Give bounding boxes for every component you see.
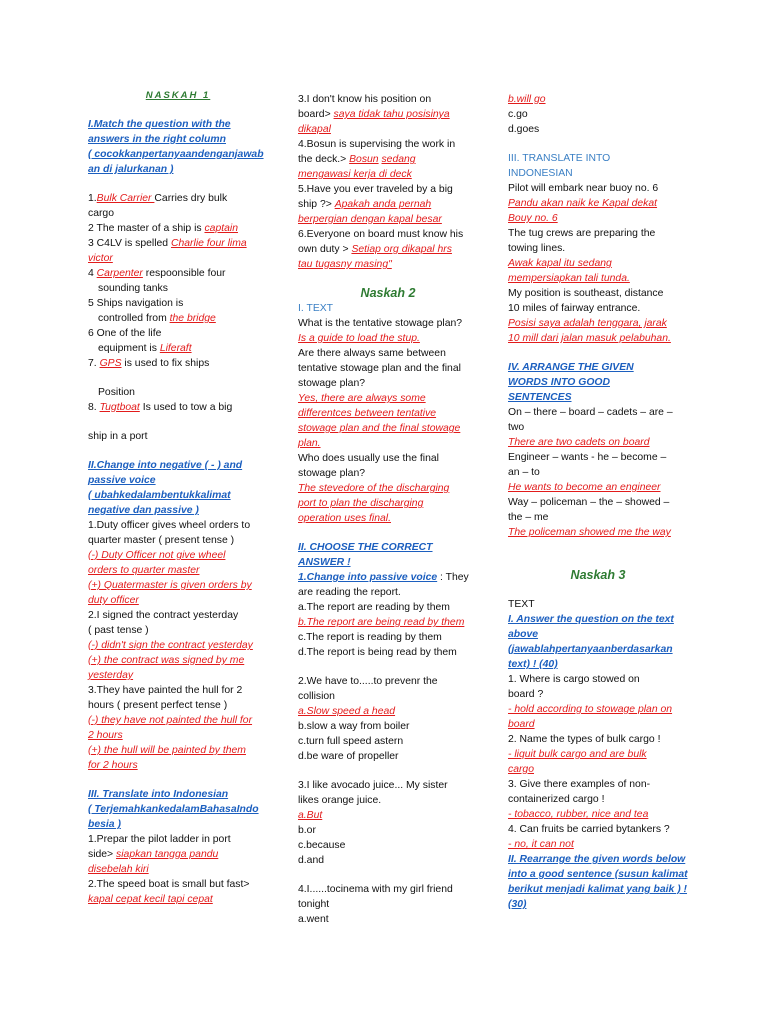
- answer-line: Is a guide to load the stup.: [298, 333, 420, 344]
- section-title: Naskah 3: [570, 568, 626, 582]
- section-heading: text) ! (40): [508, 659, 558, 670]
- text-line: hours ( present perfect tense ): [88, 700, 228, 711]
- text-line: 5.Have you ever traveled by a big: [298, 184, 453, 195]
- answer-line: mengawasi kerja di deck: [298, 169, 412, 180]
- text-line: 2.I signed the contract yesterday: [88, 610, 239, 621]
- text-line: stowage plan?: [298, 468, 366, 479]
- answer-line: - tobacco, rubber, nice and tea: [508, 809, 649, 820]
- text-line: Position: [98, 387, 135, 398]
- answer-line: for 2 hours: [88, 760, 138, 771]
- text-line: [88, 341, 268, 356]
- text-line: [88, 356, 268, 371]
- text-line: b.slow a way from boiler: [298, 721, 410, 732]
- text-line: On – there – board – cadets – are –: [508, 407, 673, 418]
- text-line: an – to: [508, 467, 540, 478]
- section-heading: II. Rearrange the given words below: [508, 854, 686, 865]
- section-heading: (jawablahpertanyaanberdasarkan: [508, 644, 673, 655]
- text-line: 1.Prepar the pilot ladder in port: [88, 834, 231, 845]
- text-line: sounding tanks: [98, 283, 168, 294]
- text-line: d.and: [298, 855, 325, 866]
- text-line: board ?: [508, 689, 544, 700]
- text-line: d.be ware of propeller: [298, 751, 399, 762]
- section-heading: an di jalurkanan ): [88, 164, 174, 175]
- section-heading: above: [508, 629, 539, 640]
- answer-text: the bridge: [169, 313, 216, 324]
- answer-line: - liquit bulk cargo and are bulk: [508, 749, 647, 760]
- section-heading: I.Match the question with the: [88, 119, 231, 130]
- question-text: Is used to tow a big: [139, 402, 233, 413]
- answer-line: There are two cadets on board: [508, 437, 650, 448]
- question-text: equipment is: [98, 343, 160, 354]
- answer-line: b.will go: [508, 94, 546, 105]
- column-right: [508, 92, 688, 912]
- column-left: [88, 88, 268, 907]
- section-heading: into a good sentence (susun kalimat: [508, 869, 688, 880]
- question-text: the deck.>: [298, 154, 350, 165]
- text-line: d.goes: [508, 124, 540, 135]
- text-line: c.go: [508, 109, 528, 120]
- answer-line: tau tugasny masing": [298, 259, 392, 270]
- column-middle: [298, 92, 478, 927]
- answer-line: - hold according to stowage plan on: [508, 704, 673, 715]
- text-line: c.The report is reading by them: [298, 632, 442, 643]
- text-line: [298, 242, 478, 257]
- question-text: respoonsible four: [142, 268, 226, 279]
- text-line: [298, 107, 478, 122]
- section-heading: answers in the right column: [88, 134, 226, 145]
- text-line: towing lines.: [508, 243, 566, 254]
- answer-text: Setiap org dikapal hrs: [351, 244, 452, 255]
- text-line: 4.I......tocinema with my girl friend: [298, 884, 453, 895]
- section-heading: III. TRANSLATE INTO: [508, 153, 611, 164]
- text-line: 3.They have painted the hull for 2: [88, 685, 243, 696]
- text-line: 3.I like avocado juice... My sister: [298, 780, 448, 791]
- answer-line: board: [508, 719, 535, 730]
- answer-line: kapal cepat kecil tapi cepat: [88, 894, 213, 905]
- question-text: 8.: [88, 402, 100, 413]
- section-title: Naskah 2: [360, 286, 416, 300]
- text-line: tentative stowage plan and the final: [298, 363, 461, 374]
- text-line: 5 Ships navigation is: [88, 298, 184, 309]
- text-line: likes orange juice.: [298, 795, 382, 806]
- text-line: b.or: [298, 825, 316, 836]
- text-line: Are there always same between: [298, 348, 446, 359]
- text-line: My position is southeast, distance: [508, 288, 664, 299]
- question-text: is used to fix ships: [121, 358, 210, 369]
- text-line: c.turn full speed astern: [298, 736, 404, 747]
- text-line: collision: [298, 691, 335, 702]
- text-line: c.because: [298, 840, 346, 851]
- answer-line: (+) the hull will be painted by them: [88, 745, 246, 756]
- spacer: [298, 526, 478, 540]
- answer-line: a.But: [298, 810, 323, 821]
- text-line: stowage plan?: [298, 378, 366, 389]
- answer-line: port to plan the discharging: [298, 498, 424, 509]
- question-text: board>: [298, 109, 334, 120]
- question-text: side>: [88, 849, 117, 860]
- answer-line: (+) the contract was signed by me: [88, 655, 245, 666]
- text-line: 10 miles of fairway entrance.: [508, 303, 641, 314]
- answer-line: 2 hours: [88, 730, 123, 741]
- text-line: two: [508, 422, 525, 433]
- section-heading: passive voice: [88, 475, 156, 486]
- text-line: 1.Duty officer gives wheel orders to: [88, 520, 251, 531]
- answer-text: captain: [204, 223, 238, 234]
- answer-line: (-) didn't sign the contract yesterday: [88, 640, 253, 651]
- text-line: a.went: [298, 914, 329, 925]
- answer-text: siapkan tangga pandu: [116, 849, 219, 860]
- answer-text: sedang: [381, 154, 416, 165]
- section-heading: ( TerjemahkankedalamBahasaIndo: [88, 804, 259, 815]
- question-text: ship ?>: [298, 199, 335, 210]
- spacer: [88, 371, 268, 385]
- answer-line: He wants to become an engineer: [508, 482, 661, 493]
- section-heading: ( ubahkedalambentukkalimat: [88, 490, 231, 501]
- answer-line: orders to quarter master: [88, 565, 200, 576]
- section-heading: III. Translate into Indonesian: [88, 789, 229, 800]
- spacer: [298, 868, 478, 882]
- spacer: [508, 137, 688, 151]
- answer-line: 10 mill dari jalan masuk pelabuhan.: [508, 333, 671, 344]
- text-line: [88, 400, 268, 415]
- answer-line: The policeman showed me the way: [508, 527, 671, 538]
- spacer: [508, 554, 688, 568]
- heading-text: 1.Change into passive voice: [298, 572, 438, 583]
- text-line: 2.The speed boat is small but fast>: [88, 879, 250, 890]
- answer-text: Apakah anda pernah: [334, 199, 432, 210]
- answer-line: victor: [88, 253, 113, 264]
- answer-text: Charlie four lima: [170, 238, 247, 249]
- answer-line: Bouy no. 6: [508, 213, 558, 224]
- spacer: [298, 764, 478, 778]
- text-line: Who does usually use the final: [298, 453, 439, 464]
- section-heading: INDONESIAN: [508, 168, 573, 179]
- answer-line: The stevedore of the discharging: [298, 483, 450, 494]
- question-text: : They: [437, 572, 469, 583]
- section-heading: II.Change into negative ( - ) and: [88, 460, 243, 471]
- section-heading: ( cocokkanpertanyaandenganjawab: [88, 149, 264, 160]
- text-line: [298, 197, 478, 212]
- spacer: [508, 346, 688, 360]
- question-text: 2 The master of a ship is: [88, 223, 205, 234]
- answer-line: cargo: [508, 764, 534, 775]
- text-line: [88, 191, 268, 206]
- text-line: 4. Can fruits be carried bytankers ?: [508, 824, 670, 835]
- answer-text: Liferaft: [159, 343, 192, 354]
- text-line: ship in a port: [88, 431, 148, 442]
- question-text: controlled from: [98, 313, 170, 324]
- section-heading: negative dan passive ): [88, 505, 199, 516]
- question-text: 1.: [88, 193, 97, 204]
- answer-line: plan.: [298, 438, 321, 449]
- text-line: 2. Name the types of bulk cargo !: [508, 734, 661, 745]
- question-text: 7.: [88, 358, 100, 369]
- spacer: [88, 177, 268, 191]
- spacer: [298, 272, 478, 286]
- answer-line: duty officer: [88, 595, 139, 606]
- answer-line: (-) they have not painted the hull for: [88, 715, 253, 726]
- question-text: 3 C4LV is spelled: [88, 238, 171, 249]
- text-line: Pilot will embark near buoy no. 6: [508, 183, 659, 194]
- text-line: [88, 847, 268, 862]
- spacer: [88, 415, 268, 429]
- spacer: [88, 773, 268, 787]
- answer-line: Pandu akan naik ke Kapal dekat: [508, 198, 658, 209]
- text-line: [298, 570, 478, 585]
- text-line: Engineer – wants - he – become –: [508, 452, 667, 463]
- answer-text: GPS: [99, 358, 122, 369]
- answer-line: Awak kapal itu sedang: [508, 258, 612, 269]
- answer-text: Bosun: [349, 154, 379, 165]
- text-line: containerized cargo !: [508, 794, 605, 805]
- text-line: [88, 266, 268, 281]
- text-line: are reading the report.: [298, 587, 401, 598]
- spacer: [298, 660, 478, 674]
- text-line: [298, 152, 478, 167]
- answer-line: Posisi saya adalah tenggara, jarak: [508, 318, 667, 329]
- section-heading: WORDS INTO GOOD: [508, 377, 610, 388]
- answer-text: saya tidak tahu posisinya: [333, 109, 450, 120]
- answer-line: (-) Duty Officer not give wheel: [88, 550, 226, 561]
- text-line: 6.Everyone on board must know his: [298, 229, 464, 240]
- text-line: ( past tense ): [88, 625, 149, 636]
- text-line: [88, 221, 268, 236]
- section-title: NASKAH 1: [145, 90, 211, 101]
- section-heading: II. CHOOSE THE CORRECT: [298, 542, 433, 553]
- answer-line: disebelah kiri: [88, 864, 149, 875]
- answer-line: b.The report are being read by them: [298, 617, 465, 628]
- text-line: 3.I don't know his position on: [298, 94, 432, 105]
- answer-line: - no, it can not: [508, 839, 574, 850]
- answer-line: berpergian dengan kapal besar: [298, 214, 442, 225]
- text-line: [88, 311, 268, 326]
- text-line: 4.Bosun is supervising the work in: [298, 139, 456, 150]
- answer-line: differentces between tentative: [298, 408, 437, 419]
- question-text: 4: [88, 268, 97, 279]
- spacer: [508, 583, 688, 597]
- spacer: [88, 444, 268, 458]
- text-line: cargo: [88, 208, 114, 219]
- text-line: Way – policeman – the – showed –: [508, 497, 670, 508]
- section-heading: ANSWER !: [298, 557, 351, 568]
- question-text: Carries dry bulk: [154, 193, 228, 204]
- section-heading: berikut menjadi kalimat yang baik ) !: [508, 884, 688, 895]
- question-text: own duty >: [298, 244, 352, 255]
- answer-text: Carpenter: [96, 268, 143, 279]
- text-line: What is the tentative stowage plan?: [298, 318, 463, 329]
- answer-line: yesterday: [88, 670, 134, 681]
- section-heading: IV. ARRANGE THE GIVEN: [508, 362, 634, 373]
- text-line: [88, 236, 268, 251]
- text-line: a.The report are reading by them: [298, 602, 450, 613]
- spacer: [88, 103, 268, 117]
- answer-line: dikapal: [298, 124, 331, 135]
- text-line: 1. Where is cargo stowed on: [508, 674, 640, 685]
- text-line: The tug crews are preparing the: [508, 228, 656, 239]
- answer-text: Bulk Carrier: [96, 193, 155, 204]
- section-heading: I. TEXT: [298, 303, 334, 314]
- answer-text: Tugtboat: [99, 402, 140, 413]
- section-heading: I. Answer the question on the text: [508, 614, 674, 625]
- spacer: [508, 540, 688, 554]
- text-line: d.The report is being read by them: [298, 647, 457, 658]
- answer-line: Yes, there are always some: [298, 393, 426, 404]
- answer-line: stowage plan and the final stowage: [298, 423, 461, 434]
- section-heading: (30): [508, 899, 527, 910]
- text-line: 2.We have to.....to prevenr the: [298, 676, 438, 687]
- answer-line: a.Slow speed a head: [298, 706, 396, 717]
- text-line: quarter master ( present tense ): [88, 535, 235, 546]
- section-heading: SENTENCES: [508, 392, 572, 403]
- answer-line: mempersiapkan tali tunda.: [508, 273, 630, 284]
- answer-line: operation uses final.: [298, 513, 391, 524]
- text-line: the – me: [508, 512, 549, 523]
- answer-line: (+) Quatermaster is given orders by: [88, 580, 252, 591]
- text-line: tonight: [298, 899, 330, 910]
- section-heading: besia ): [88, 819, 121, 830]
- text-line: 3. Give there examples of non-: [508, 779, 651, 790]
- text-line: TEXT: [508, 599, 535, 610]
- text-line: 6 One of the life: [88, 328, 162, 339]
